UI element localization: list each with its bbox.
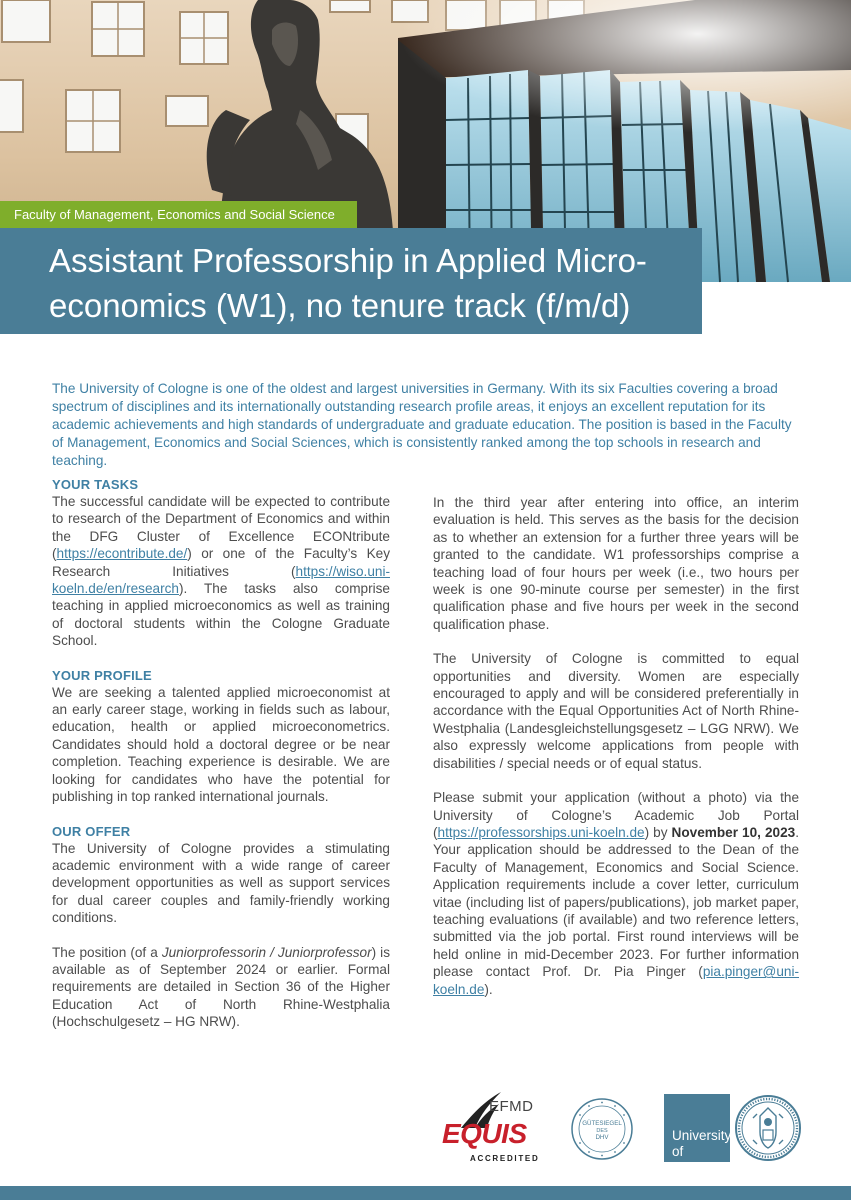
evaluation-text: In the third year after entering into office, an interim evaluation is held. This serves as the basis for the decision as to whether an extension for a further three years will be granted to the candidate. W1 professorships comprise a teaching load of four hours per week (i.e., two hours per week is one 90-minute course per semester) in the first qualification phase and five hours per week in the second qualification phase. — [433, 495, 799, 632]
efmd-text: EFMD — [489, 1098, 534, 1115]
application-text — [433, 789, 799, 998]
offer-text: The University of Cologne provides a stimulating academic environment with a wide range of career development opportunities as well as support services for dual career couples and family-friendly working conditions. — [52, 840, 390, 926]
job-title-line-1: Assistant Professorship in Applied Micro- — [49, 242, 647, 279]
wiso-research-link[interactable]: https://wiso.uni-koeln.de/en/research — [52, 563, 390, 597]
profile-heading: YOUR PROFILE — [52, 667, 152, 683]
hero-image — [0, 0, 851, 324]
application-text-part: . Your application should be addressed to the Dean of the Faculty of Management, Economics and Social Science. Application requirements include a cover letter, curriculum vitae (including list of papers/publications), job market paper, teaching evaluations (if available) and two reference letters, submitted via the job portal. First round interviews will be held online in mid-December 2023. For further information please contact Prof. Dr. Pia Pinger ( — [433, 824, 799, 980]
profile-text: We are seeking a talented applied microeconomist at an early career stage, working in fields such as labour, education, health or applied microeconometrics. Candidates should hold a doctoral degree or be near completion. Teaching experience is desirable. We are looking for candidates who have the potential for publishing in top ranked international journals. — [52, 684, 390, 805]
position-title-italic: Juniorprofessorin / Juniorprofessor — [161, 944, 372, 960]
left-column — [52, 476, 390, 1048]
job-portal-link[interactable]: https://professorships.uni-koeln.de — [437, 824, 645, 840]
equality-text: The University of Cologne is committed to equal opportunities and diversity. Women are especially encouraged to apply and will be considered preferentially in accordance with the Equal Opportunities Act of North Rhine-Westphalia (Landesgleichstellungsgesetz – LGG NRW). We also expressly welcome applications from people with disabilities / special needs or of equal status. — [433, 651, 799, 771]
logo-strip — [0, 1090, 851, 1175]
dhv-seal-icon — [571, 1098, 633, 1160]
position-text-part: The position (of a — [52, 944, 162, 960]
dhv-line-3: DHV — [595, 1134, 609, 1141]
intro-paragraph: The University of Cologne is one of the oldest and largest universities in Germany. With its six Faculties covering a broad spectrum of disciplines and its internationally outstanding research profile areas, it enjoys an excellent reputation for its academic achievements and high standards of undergraduate and graduate education. The position is based in the Faculty of Management, Economics and Social Sciences, which is consistently ranked among the top schools in research and teaching. — [52, 381, 792, 468]
dhv-line-1: GÜTESIEGEL — [582, 1120, 622, 1127]
footer-bar — [0, 1186, 851, 1200]
econtribute-link[interactable]: https://econtribute.de/ — [56, 546, 188, 562]
application-text-part: ). — [484, 981, 493, 997]
application-text-part: Please submit your application (without a photo) via the University of Cologne’s Academic Job Portal ( — [433, 790, 799, 840]
uoc-logo — [664, 1094, 732, 1175]
tasks-text-part: The successful candidate will be expected to contribute to research of the Department of Economics and within the DFG Cluster of Excellence ECONtribute ( — [52, 494, 390, 562]
dhv-seal — [571, 1098, 633, 1160]
application-text-part: ) by — [644, 824, 672, 840]
equis-logo — [441, 1090, 545, 1168]
uoc-logo-line-2: of Cologne — [672, 1144, 723, 1175]
right-column — [433, 494, 799, 1015]
equis-text: EQUIS — [442, 1118, 527, 1149]
contact-email-link[interactable]: pia.pinger@uni-koeln.de — [433, 964, 799, 997]
tasks-text-part: ). The tasks also comprise teaching in applied microeconomics as well as training of doctoral students within the Cologne Graduate School. — [52, 581, 390, 649]
uoc-seal-icon — [735, 1094, 801, 1162]
tasks-heading: YOUR TASKS — [52, 477, 139, 492]
uoc-logo-line-1: University — [672, 1128, 732, 1143]
tasks-text-part: ) or one of the Faculty’s Key Research Initiatives ( — [52, 546, 390, 579]
accredited-text: ACCREDITED — [470, 1154, 540, 1163]
job-title-line-2: economics (W1), no tenure track (f/m/d) — [49, 287, 631, 324]
uoc-seal — [735, 1094, 801, 1162]
position-text-part: ) is available as of September 2024 or earlier. Formal requirements are detailed in Section 36 of the Higher Education Act of North Rhine-Westphalia (Hochschulgesetz – HG NRW). — [52, 944, 390, 1030]
position-text — [52, 944, 390, 1031]
dhv-line-2: DES — [596, 1128, 608, 1134]
tasks-text — [52, 493, 390, 650]
job-title-box — [0, 228, 702, 334]
faculty-banner: Faculty of Management, Economics and Social Science — [0, 201, 357, 228]
deadline: November 10, 2023 — [671, 824, 796, 840]
offer-heading: OUR OFFER — [52, 823, 131, 839]
